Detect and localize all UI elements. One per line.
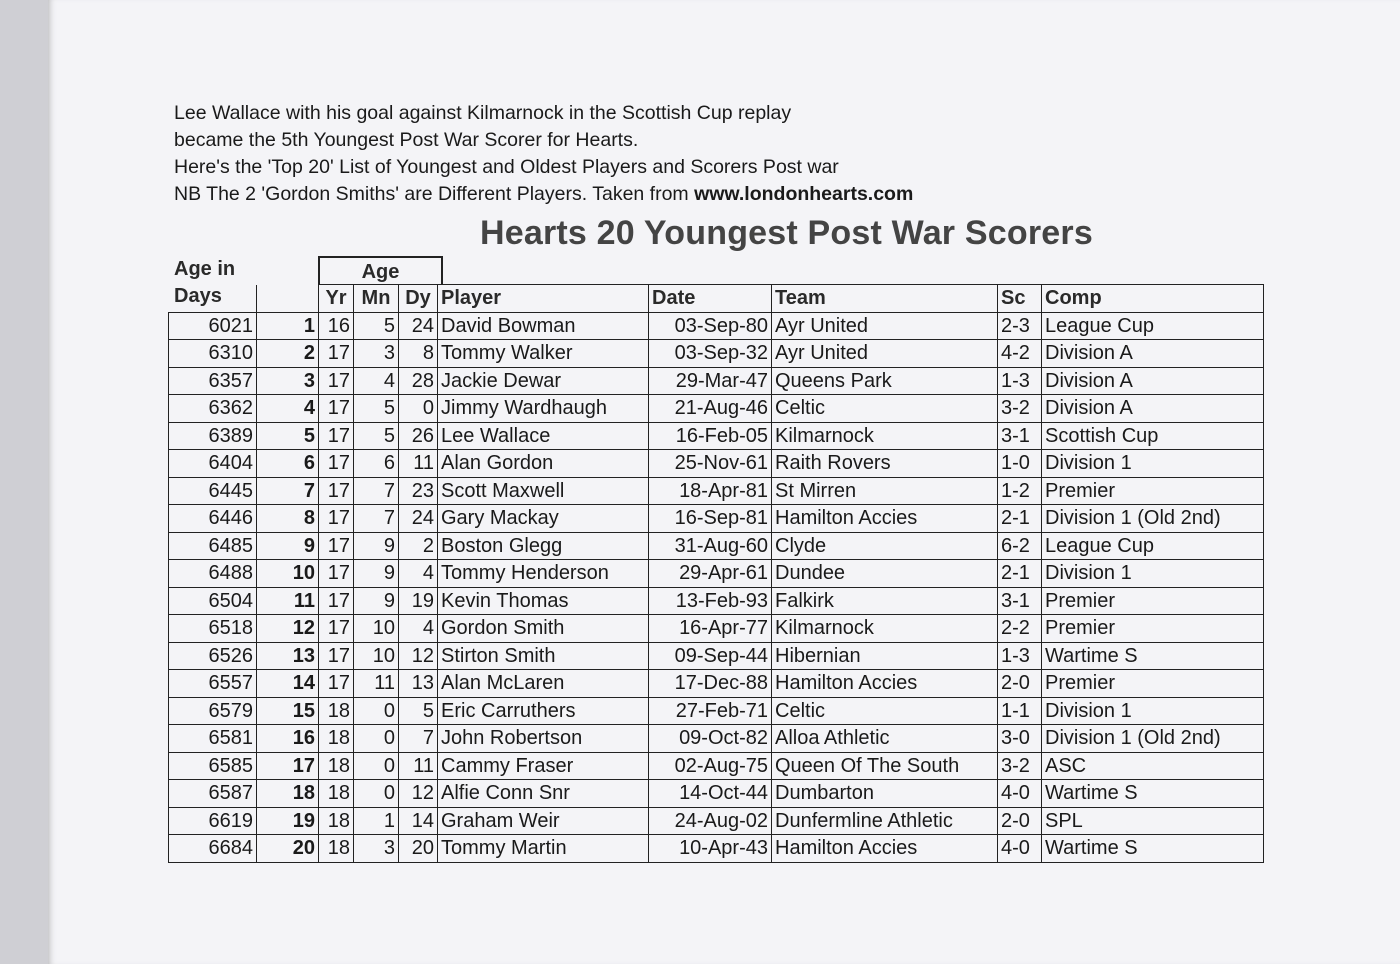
cell-team: Queen Of The South — [772, 752, 998, 780]
cell-days: 7 — [399, 725, 438, 753]
cell-team: Dumbarton — [772, 780, 998, 808]
cell-date: 18-Apr-81 — [649, 477, 772, 505]
cell-years: 17 — [319, 450, 354, 478]
cell-age-days: 6526 — [169, 642, 257, 670]
cell-rank: 17 — [257, 752, 319, 780]
cell-score: 1-0 — [998, 450, 1042, 478]
cell-competition: Division 1 — [1042, 560, 1264, 588]
cell-years: 17 — [319, 340, 354, 368]
cell-team: Hamilton Accies — [772, 670, 998, 698]
cell-team: Ayr United — [772, 312, 998, 340]
cell-date: 09-Oct-82 — [649, 725, 772, 753]
intro-text — [174, 100, 913, 208]
cell-date: 16-Sep-81 — [649, 505, 772, 533]
age-in-days-header-line2: Days — [174, 285, 222, 307]
cell-rank: 11 — [257, 587, 319, 615]
cell-days: 11 — [399, 752, 438, 780]
cell-date: 03-Sep-80 — [649, 312, 772, 340]
cell-days: 5 — [399, 697, 438, 725]
cell-score: 2-3 — [998, 312, 1042, 340]
cell-score: 3-2 — [998, 395, 1042, 423]
cell-score: 2-1 — [998, 560, 1042, 588]
cell-months: 10 — [354, 642, 399, 670]
cell-years: 17 — [319, 642, 354, 670]
cell-date: 31-Aug-60 — [649, 532, 772, 560]
table-row — [169, 505, 1264, 533]
cell-date: 17-Dec-88 — [649, 670, 772, 698]
cell-age-days: 6504 — [169, 587, 257, 615]
cell-score: 2-2 — [998, 615, 1042, 643]
table-row — [169, 587, 1264, 615]
cell-player: Gary Mackay — [438, 505, 649, 533]
cell-months: 3 — [354, 835, 399, 863]
cell-months: 0 — [354, 752, 399, 780]
cell-player: Boston Glegg — [438, 532, 649, 560]
cell-competition: Division 1 (Old 2nd) — [1042, 725, 1264, 753]
table-row — [169, 642, 1264, 670]
cell-team: Celtic — [772, 697, 998, 725]
cell-months: 11 — [354, 670, 399, 698]
cell-player: Alan McLaren — [438, 670, 649, 698]
cell-date: 24-Aug-02 — [649, 807, 772, 835]
cell-rank: 18 — [257, 780, 319, 808]
cell-rank: 6 — [257, 450, 319, 478]
cell-days: 11 — [399, 450, 438, 478]
cell-player: Tommy Walker — [438, 340, 649, 368]
cell-player: Lee Wallace — [438, 422, 649, 450]
cell-team: Raith Rovers — [772, 450, 998, 478]
cell-age-days: 6579 — [169, 697, 257, 725]
cell-player: Gordon Smith — [438, 615, 649, 643]
cell-age-days: 6684 — [169, 835, 257, 863]
cell-player: Tommy Martin — [438, 835, 649, 863]
cell-rank: 15 — [257, 697, 319, 725]
cell-rank: 4 — [257, 395, 319, 423]
cell-months: 9 — [354, 532, 399, 560]
cell-age-days: 6619 — [169, 807, 257, 835]
cell-years: 17 — [319, 615, 354, 643]
cell-months: 1 — [354, 807, 399, 835]
cell-team: Hamilton Accies — [772, 835, 998, 863]
cell-team: Queens Park — [772, 367, 998, 395]
cell-competition: Division 1 — [1042, 450, 1264, 478]
cell-years: 18 — [319, 807, 354, 835]
cell-age-days: 6585 — [169, 752, 257, 780]
cell-years: 17 — [319, 367, 354, 395]
cell-years: 18 — [319, 725, 354, 753]
table-row — [169, 725, 1264, 753]
cell-months: 0 — [354, 697, 399, 725]
cell-date: 09-Sep-44 — [649, 642, 772, 670]
cell-days: 28 — [399, 367, 438, 395]
cell-score: 4-2 — [998, 340, 1042, 368]
cell-rank: 3 — [257, 367, 319, 395]
cell-team: Hibernian — [772, 642, 998, 670]
cell-years: 17 — [319, 670, 354, 698]
header-player: Player — [438, 285, 649, 313]
cell-rank: 19 — [257, 807, 319, 835]
cell-months: 9 — [354, 587, 399, 615]
cell-years: 17 — [319, 587, 354, 615]
cell-age-days: 6310 — [169, 340, 257, 368]
header-date: Date — [649, 285, 772, 313]
cell-competition: Premier — [1042, 615, 1264, 643]
cell-rank: 14 — [257, 670, 319, 698]
table-row — [169, 697, 1264, 725]
cell-score: 1-2 — [998, 477, 1042, 505]
cell-player: Scott Maxwell — [438, 477, 649, 505]
cell-rank: 2 — [257, 340, 319, 368]
note-text: NB The 2 'Gordon Smiths' are Different Players. Taken from — [174, 183, 695, 205]
cell-months: 0 — [354, 725, 399, 753]
cell-days: 8 — [399, 340, 438, 368]
cell-competition: Division A — [1042, 340, 1264, 368]
table-row — [169, 340, 1264, 368]
cell-date: 27-Feb-71 — [649, 697, 772, 725]
table-row — [169, 807, 1264, 835]
cell-rank: 1 — [257, 312, 319, 340]
cell-age-days: 6446 — [169, 505, 257, 533]
table-row — [169, 532, 1264, 560]
header-team: Team — [772, 285, 998, 313]
cell-months: 3 — [354, 340, 399, 368]
cell-score: 1-3 — [998, 367, 1042, 395]
table-row — [169, 422, 1264, 450]
header-sc: Sc — [998, 285, 1042, 313]
table-row — [169, 670, 1264, 698]
page-title: Hearts 20 Youngest Post War Scorers — [480, 214, 1093, 252]
cell-months: 10 — [354, 615, 399, 643]
table-row — [169, 615, 1264, 643]
cell-days: 2 — [399, 532, 438, 560]
cell-date: 21-Aug-46 — [649, 395, 772, 423]
cell-player: Jimmy Wardhaugh — [438, 395, 649, 423]
cell-days: 20 — [399, 835, 438, 863]
cell-age-days: 6357 — [169, 367, 257, 395]
cell-date: 25-Nov-61 — [649, 450, 772, 478]
cell-team: Hamilton Accies — [772, 505, 998, 533]
cell-rank: 13 — [257, 642, 319, 670]
intro-line: became the 5th Youngest Post War Scorer for Hearts. — [174, 129, 639, 151]
cell-age-days: 6362 — [169, 395, 257, 423]
cell-days: 12 — [399, 642, 438, 670]
cell-date: 02-Aug-75 — [649, 752, 772, 780]
cell-years: 17 — [319, 532, 354, 560]
cell-years: 18 — [319, 697, 354, 725]
cell-days: 0 — [399, 395, 438, 423]
cell-player: David Bowman — [438, 312, 649, 340]
cell-months: 0 — [354, 780, 399, 808]
header-yr: Yr — [319, 285, 354, 313]
cell-days: 24 — [399, 312, 438, 340]
cell-player: Alan Gordon — [438, 450, 649, 478]
cell-score: 1-3 — [998, 642, 1042, 670]
cell-days: 12 — [399, 780, 438, 808]
cell-years: 17 — [319, 422, 354, 450]
cell-years: 18 — [319, 752, 354, 780]
cell-months: 6 — [354, 450, 399, 478]
cell-date: 10-Apr-43 — [649, 835, 772, 863]
cell-competition: League Cup — [1042, 532, 1264, 560]
cell-team: Kilmarnock — [772, 422, 998, 450]
cell-rank: 20 — [257, 835, 319, 863]
cell-months: 7 — [354, 477, 399, 505]
cell-days: 4 — [399, 615, 438, 643]
cell-rank: 9 — [257, 532, 319, 560]
cell-player: Stirton Smith — [438, 642, 649, 670]
cell-rank: 16 — [257, 725, 319, 753]
cell-rank: 7 — [257, 477, 319, 505]
cell-months: 5 — [354, 422, 399, 450]
cell-years: 18 — [319, 780, 354, 808]
cell-age-days: 6488 — [169, 560, 257, 588]
age-in-days-header-line1: Age in — [174, 258, 236, 280]
cell-player: Alfie Conn Snr — [438, 780, 649, 808]
table-row — [169, 395, 1264, 423]
cell-score: 3-1 — [998, 422, 1042, 450]
cell-days: 19 — [399, 587, 438, 615]
cell-date: 03-Sep-32 — [649, 340, 772, 368]
cell-days: 14 — [399, 807, 438, 835]
cell-player: Kevin Thomas — [438, 587, 649, 615]
cell-competition: League Cup — [1042, 312, 1264, 340]
cell-score: 4-0 — [998, 780, 1042, 808]
cell-score: 3-0 — [998, 725, 1042, 753]
table-row — [169, 477, 1264, 505]
cell-player: Graham Weir — [438, 807, 649, 835]
cell-date: 14-Oct-44 — [649, 780, 772, 808]
header-dy: Dy — [399, 285, 438, 313]
cell-age-days: 6404 — [169, 450, 257, 478]
cell-years: 17 — [319, 505, 354, 533]
cell-score: 3-2 — [998, 752, 1042, 780]
cell-team: Alloa Athletic — [772, 725, 998, 753]
cell-competition: Wartime S — [1042, 642, 1264, 670]
cell-age-days: 6445 — [169, 477, 257, 505]
website-link-text: www.londonhearts.com — [694, 183, 914, 205]
cell-competition: Division A — [1042, 395, 1264, 423]
cell-months: 5 — [354, 312, 399, 340]
cell-months: 9 — [354, 560, 399, 588]
cell-age-days: 6587 — [169, 780, 257, 808]
cell-years: 17 — [319, 560, 354, 588]
cell-player: Jackie Dewar — [438, 367, 649, 395]
cell-score: 2-0 — [998, 670, 1042, 698]
cell-rank: 8 — [257, 505, 319, 533]
age-group-header: Age — [318, 256, 443, 284]
header-mn: Mn — [354, 285, 399, 313]
cell-months: 4 — [354, 367, 399, 395]
cell-team: Dunfermline Athletic — [772, 807, 998, 835]
header-rank-blank — [257, 285, 319, 313]
table-header-row — [169, 285, 1264, 313]
cell-date: 29-Apr-61 — [649, 560, 772, 588]
cell-score: 2-1 — [998, 505, 1042, 533]
cell-years: 17 — [319, 395, 354, 423]
header-comp: Comp — [1042, 285, 1264, 313]
table-row — [169, 367, 1264, 395]
cell-competition: Division 1 — [1042, 697, 1264, 725]
table-row — [169, 312, 1264, 340]
table-row — [169, 752, 1264, 780]
cell-rank: 12 — [257, 615, 319, 643]
cell-score: 1-1 — [998, 697, 1042, 725]
cell-team: Falkirk — [772, 587, 998, 615]
cell-competition: Premier — [1042, 477, 1264, 505]
cell-age-days: 6581 — [169, 725, 257, 753]
cell-team: St Mirren — [772, 477, 998, 505]
cell-age-days: 6485 — [169, 532, 257, 560]
cell-date: 29-Mar-47 — [649, 367, 772, 395]
cell-score: 4-0 — [998, 835, 1042, 863]
table-row — [169, 450, 1264, 478]
cell-player: Cammy Fraser — [438, 752, 649, 780]
cell-age-days: 6389 — [169, 422, 257, 450]
cell-years: 18 — [319, 835, 354, 863]
cell-months: 5 — [354, 395, 399, 423]
cell-team: Dundee — [772, 560, 998, 588]
header-days-blank — [169, 285, 257, 313]
cell-score: 6-2 — [998, 532, 1042, 560]
cell-score: 2-0 — [998, 807, 1042, 835]
cell-date: 16-Feb-05 — [649, 422, 772, 450]
cell-competition: Scottish Cup — [1042, 422, 1264, 450]
cell-competition: Premier — [1042, 587, 1264, 615]
cell-age-days: 6021 — [169, 312, 257, 340]
cell-player: Tommy Henderson — [438, 560, 649, 588]
cell-competition: Division A — [1042, 367, 1264, 395]
table-row — [169, 780, 1264, 808]
cell-age-days: 6518 — [169, 615, 257, 643]
table-row — [169, 560, 1264, 588]
cell-team: Clyde — [772, 532, 998, 560]
cell-team: Kilmarnock — [772, 615, 998, 643]
scorers-table — [168, 284, 1264, 863]
cell-date: 16-Apr-77 — [649, 615, 772, 643]
cell-competition: Wartime S — [1042, 780, 1264, 808]
cell-player: Eric Carruthers — [438, 697, 649, 725]
cell-team: Ayr United — [772, 340, 998, 368]
intro-line: Here's the 'Top 20' List of Youngest and Oldest Players and Scorers Post war — [174, 156, 839, 178]
cell-score: 3-1 — [998, 587, 1042, 615]
cell-date: 13-Feb-93 — [649, 587, 772, 615]
cell-days: 13 — [399, 670, 438, 698]
cell-days: 4 — [399, 560, 438, 588]
cell-age-days: 6557 — [169, 670, 257, 698]
cell-rank: 5 — [257, 422, 319, 450]
cell-competition: Wartime S — [1042, 835, 1264, 863]
cell-days: 23 — [399, 477, 438, 505]
cell-rank: 10 — [257, 560, 319, 588]
table-row — [169, 835, 1264, 863]
intro-line: Lee Wallace with his goal against Kilmarnock in the Scottish Cup replay — [174, 102, 792, 124]
cell-competition: SPL — [1042, 807, 1264, 835]
cell-competition: Premier — [1042, 670, 1264, 698]
cell-competition: ASC — [1042, 752, 1264, 780]
cell-years: 17 — [319, 477, 354, 505]
cell-months: 7 — [354, 505, 399, 533]
cell-years: 16 — [319, 312, 354, 340]
cell-player: John Robertson — [438, 725, 649, 753]
cell-days: 24 — [399, 505, 438, 533]
cell-days: 26 — [399, 422, 438, 450]
cell-competition: Division 1 (Old 2nd) — [1042, 505, 1264, 533]
cell-team: Celtic — [772, 395, 998, 423]
intro-note — [174, 181, 913, 208]
